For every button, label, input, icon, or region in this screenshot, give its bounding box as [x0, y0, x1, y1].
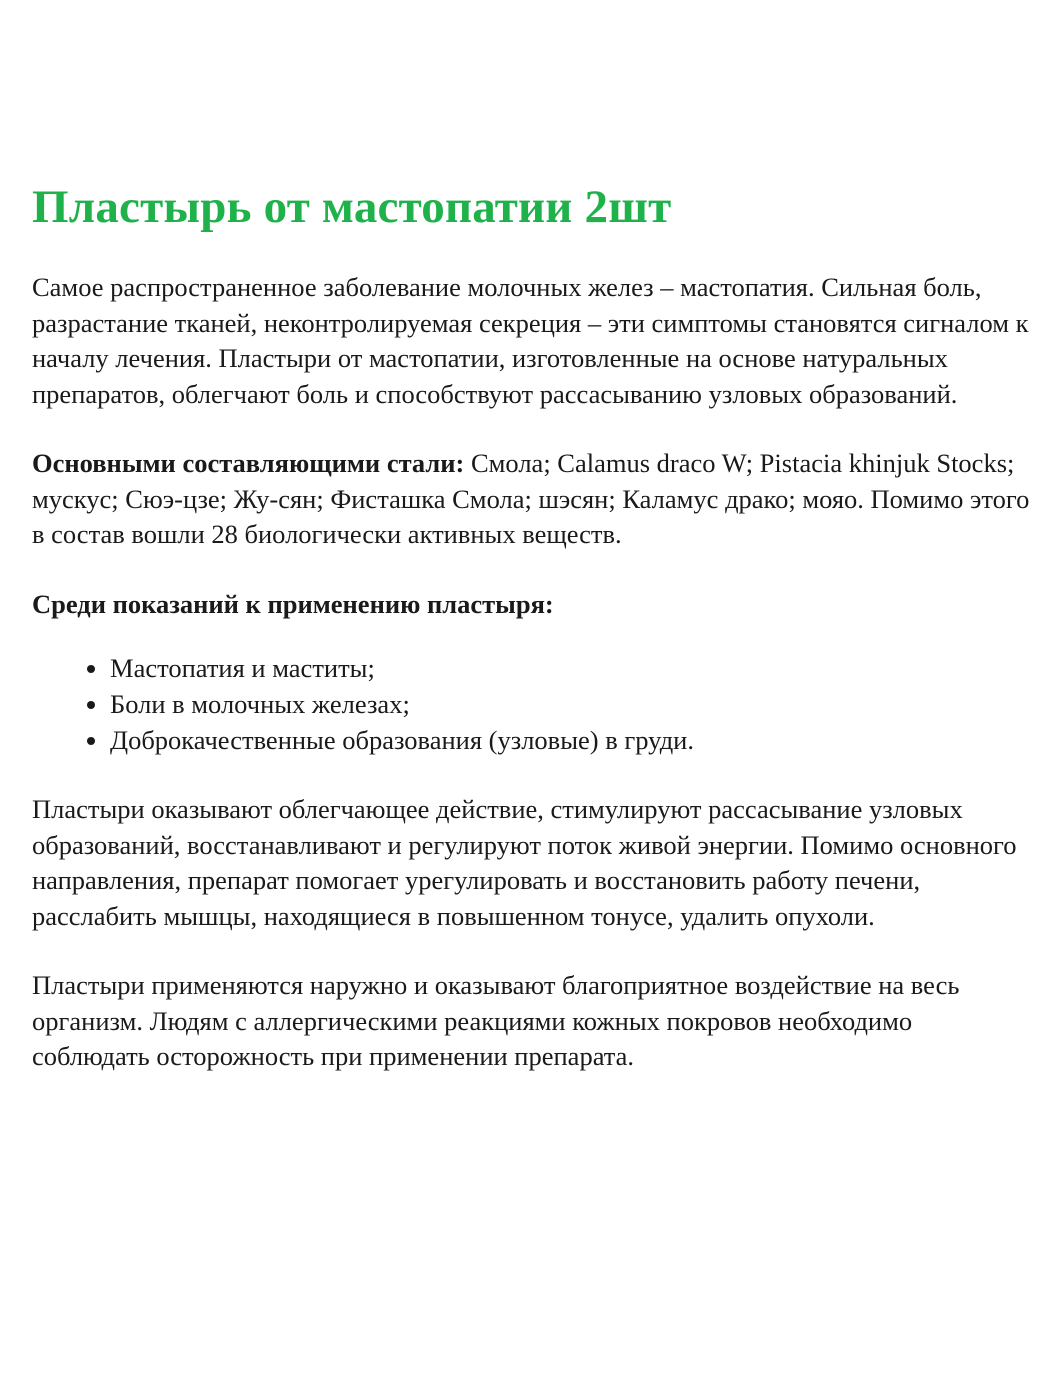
list-item: • Мастопатия и маститы;: [110, 650, 1032, 686]
composition-paragraph: [32, 446, 1032, 553]
page-title: Пластырь от мастопатии 2шт: [32, 181, 672, 233]
intro-paragraph: Самое распространенное заболевание молочных желез – мастопатия. Сильная боль, разрастание тканей, неконтролируемая секреция – эти симптомы становятся сигналом к началу лечения. Пластыри от мастопатии, изготовленные на основе натуральных препаратов, облегчают боль и способствуют рассасыванию узловых образований.: [32, 272, 1029, 409]
composition-text: Смола; Calamus draco W; Pistacia khinjuk Stocks; мускус; Сюэ-цзе; Жу-сян; Фисташка Смола; шэсян; Каламус драко; мояо. Помимо этого в состав вошли 28 биологически активных веществ.: [32, 448, 1030, 549]
article: [32, 178, 1032, 1109]
usage-paragraph: Пластыри применяются наружно и оказывают благоприятное воздействие на весь организм. Людям с аллергическими реакциями кожных покровов необходимо соблюдать осторожность при применении препарата.: [32, 970, 960, 1071]
composition-label: Основными составляющими стали:: [32, 448, 465, 478]
list-item: • Боли в молочных железах;: [110, 686, 1032, 722]
indications-list: [32, 650, 1032, 758]
indications-heading: Среди показаний к применению пластыря:: [32, 588, 554, 619]
effect-paragraph: Пластыри оказывают облегчающее действие, стимулируют рассасывание узловых образований, восстанавливают и регулируют поток живой энергии. Помимо основного направления, препарат помогает урегулировать и восстановить работу печени, расслабить мышцы, находящиеся в повышенном тонусе, удалить опухоли.: [32, 794, 1017, 931]
list-item: • Доброкачественные образования (узловые) в груди.: [110, 722, 1032, 758]
